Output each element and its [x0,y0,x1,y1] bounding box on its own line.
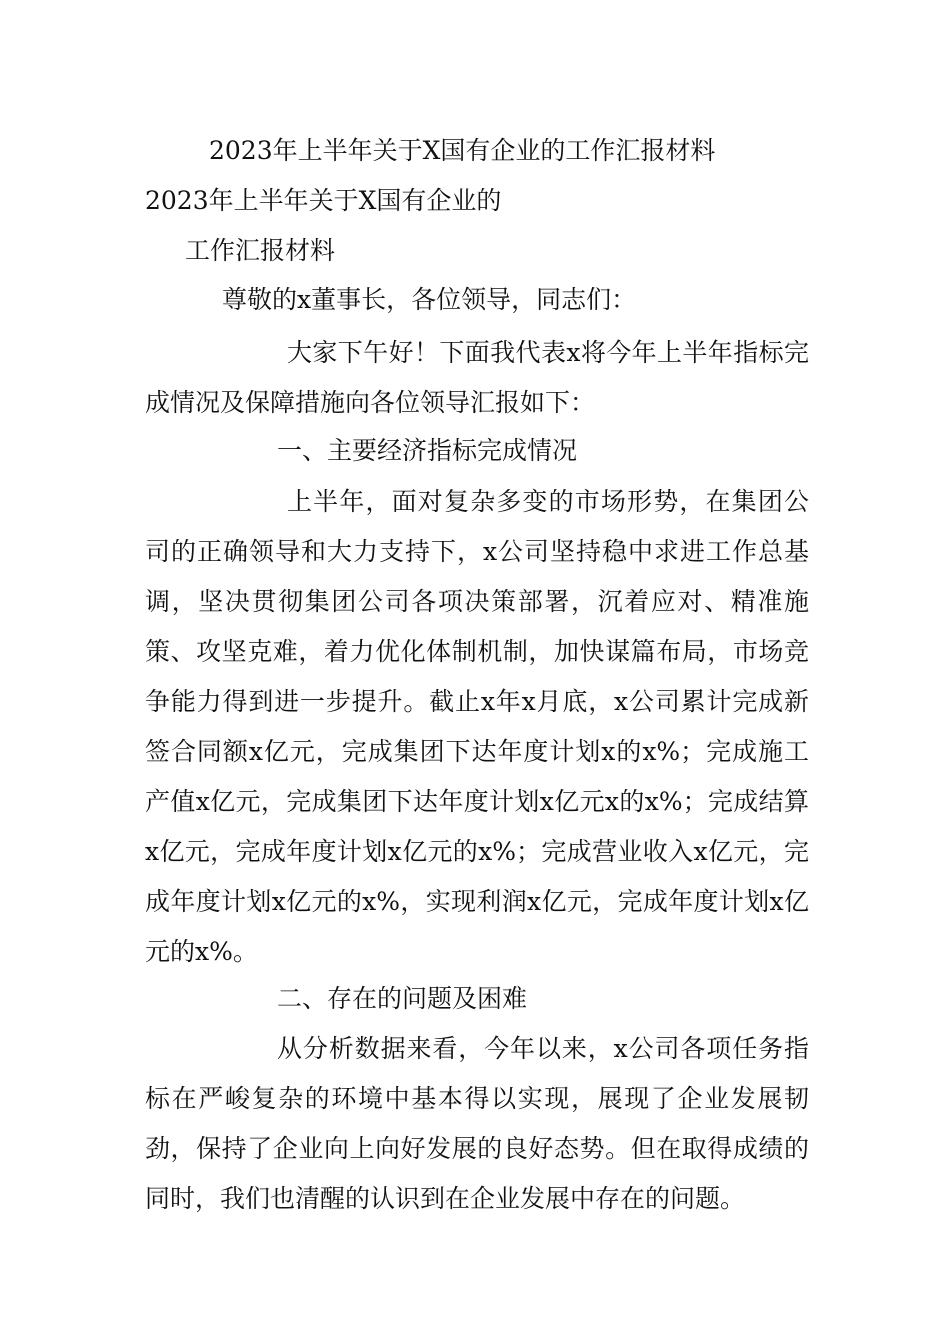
section2-paragraph: 从分析数据来看，今年以来，x公司各项任务指标在严峻复杂的环境中基本得以实现，展现了企业发展韧劲，保持了企业向上向好发展的良好态势。但在取得成绩的同时，我们也清醒的认识到在企业发展中存在的问题。 [145,1034,809,1213]
document-subtitle-line2: 工作汇报材料 [185,236,336,265]
intro-paragraph: 大家下午好！下面我代表x将今年上半年指标完成情况及保障措施向各位领导汇报如下： [145,338,809,417]
section1-heading: 一、主要经济指标完成情况 [277,436,578,465]
section2-heading: 二、存在的问题及困难 [277,984,528,1013]
document-title: 2023年上半年关于X国有企业的工作汇报材料 [209,136,716,165]
document-subtitle-line1: 2023年上半年关于X国有企业的 [145,186,502,215]
section1-paragraph: 上半年，面对复杂多变的市场形势，在集团公司的正确领导和大力支持下，x公司坚持稳中求进工作总基调，坚决贯彻集团公司各项决策部署，沉着应对、精准施策、攻坚克难，着力优化体制机制，加快谋篇布局，市场竞争能力得到进一步提升。截止x年x月底，x公司累计完成新签合同额x亿元，完成集团下达年度计划x的x%；完成施工产值x亿元，完成集团下达年度计划x亿元x的x%；完成结算x亿元，完成年度计划x亿元的x%；完成营业收入x亿元，完成年度计划x亿元的x%，实现利润x亿元，完成年度计划x亿元的x%。 [145,487,809,966]
salutation: 尊敬的x董事长，各位领导，同志们： [222,285,637,314]
